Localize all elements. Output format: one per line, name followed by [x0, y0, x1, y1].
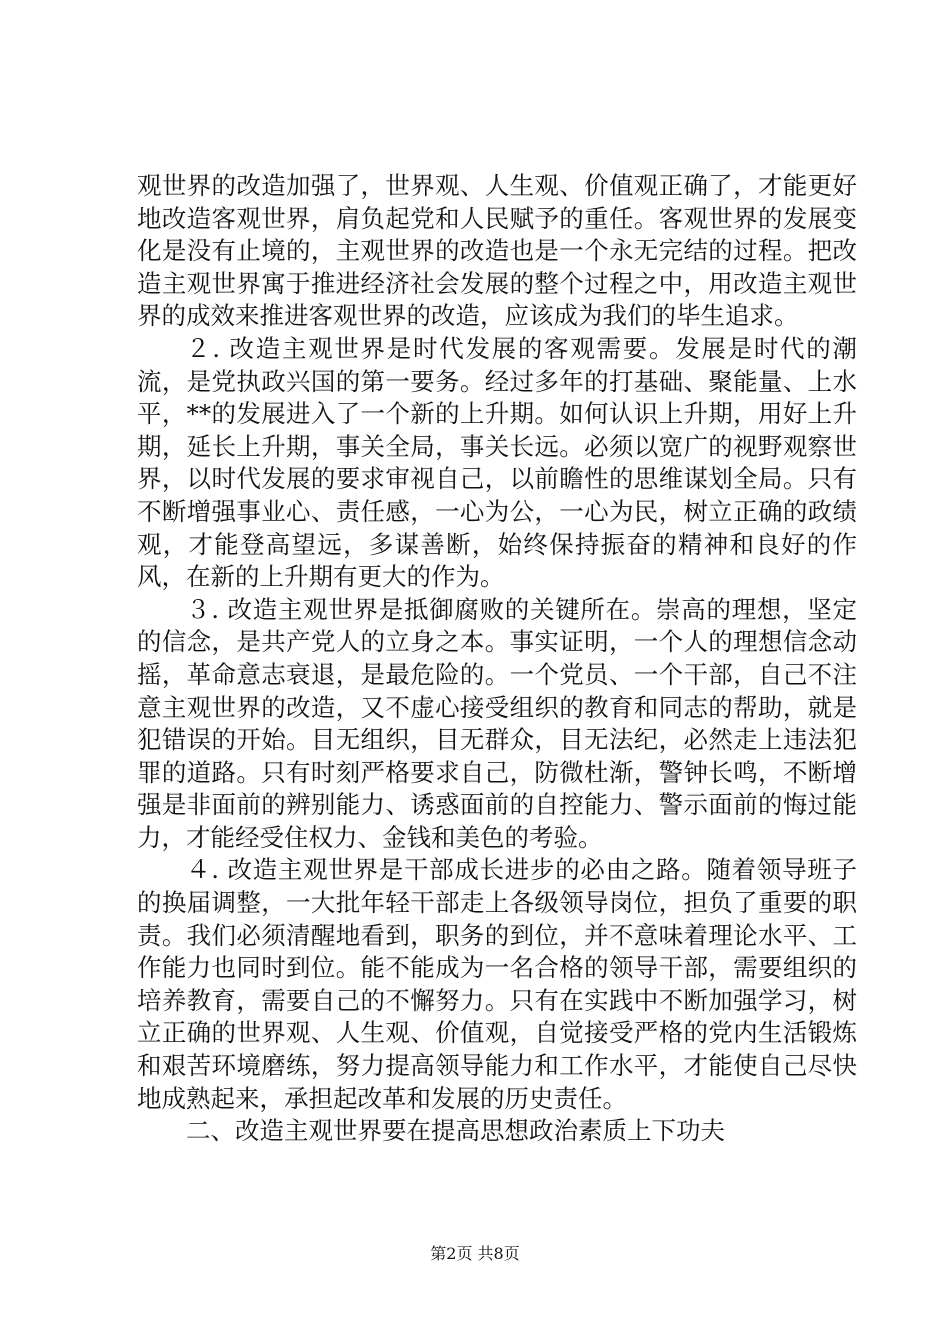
document-body: [137, 170, 857, 1148]
paragraph-continuation: 观世界的改造加强了，世界观、人生观、价值观正确了，才能更好地改造客观世界，肩负起党和人民赋予的重任。客观世界的发展变化是没有止境的，主观世界的改造也是一个永无完结的过程。把改造主观世界寓于推进经济社会发展的整个过程之中，用改造主观世界的成效来推进客观世界的改造，应该成为我们的毕生追求。: [137, 171, 857, 331]
section-heading: 二、改造主观世界要在提高思想政治素质上下功夫: [186, 1116, 725, 1146]
paragraph-point-2: ２. 改造主观世界是时代发展的客观需要。发展是时代的潮流，是党执政兴国的第一要务。经过多年的打基础、聚能量、上水平，**的发展进入了一个新的上升期。如何认识上升期，用好上升期，延长上升期，事关全局，事关长远。必须以宽广的视野观察世界，以时代发展的要求审视自己，以前瞻性的思维谋划全局。只有不断增强事业心、责任感，一心为公，一心为民，树立正确的政绩观，才能登高望远，多谋善断，始终保持振奋的精神和良好的作风，在新的上升期有更大的作为。: [137, 333, 857, 592]
page-number-footer: 第2页 共8页: [430, 1244, 520, 1263]
paragraph-point-3: ３. 改造主观世界是抵御腐败的关键所在。崇高的理想，坚定的信念，是共产党人的立身之本。事实证明，一个人的理想信念动摇，革命意志衰退，是最危险的。一个党员、一个干部，自己不注意主观世界的改造，又不虚心接受组织的教育和同志的帮助，就是犯错误的开始。目无组织，目无群众，目无法纪，必然走上违法犯罪的道路。只有时刻严格要求自己，防微杜渐，警钟长鸣，不断增强是非面前的辨别能力、诱惑面前的自控能力、警示面前的悔过能力，才能经受住权力、金钱和美色的考验。: [137, 594, 857, 852]
paragraph-point-4: ４. 改造主观世界是干部成长进步的必由之路。随着领导班子的换届调整，一大批年轻干部走上各级领导岗位，担负了重要的职责。我们必须清醒地看到，职务的到位，并不意味着理论水平、工作能力也同时到位。能不能成为一名合格的领导干部，需要组织的培养教育，需要自己的不懈努力。只有在实践中不断加强学习，树立正确的世界观、人生观、价值观，自觉接受严格的党内生活锻炼和艰苦环境磨练，努力提高领导能力和工作水平，才能使自己尽快地成熟起来，承担起改革和发展的历史责任。: [137, 855, 857, 1113]
